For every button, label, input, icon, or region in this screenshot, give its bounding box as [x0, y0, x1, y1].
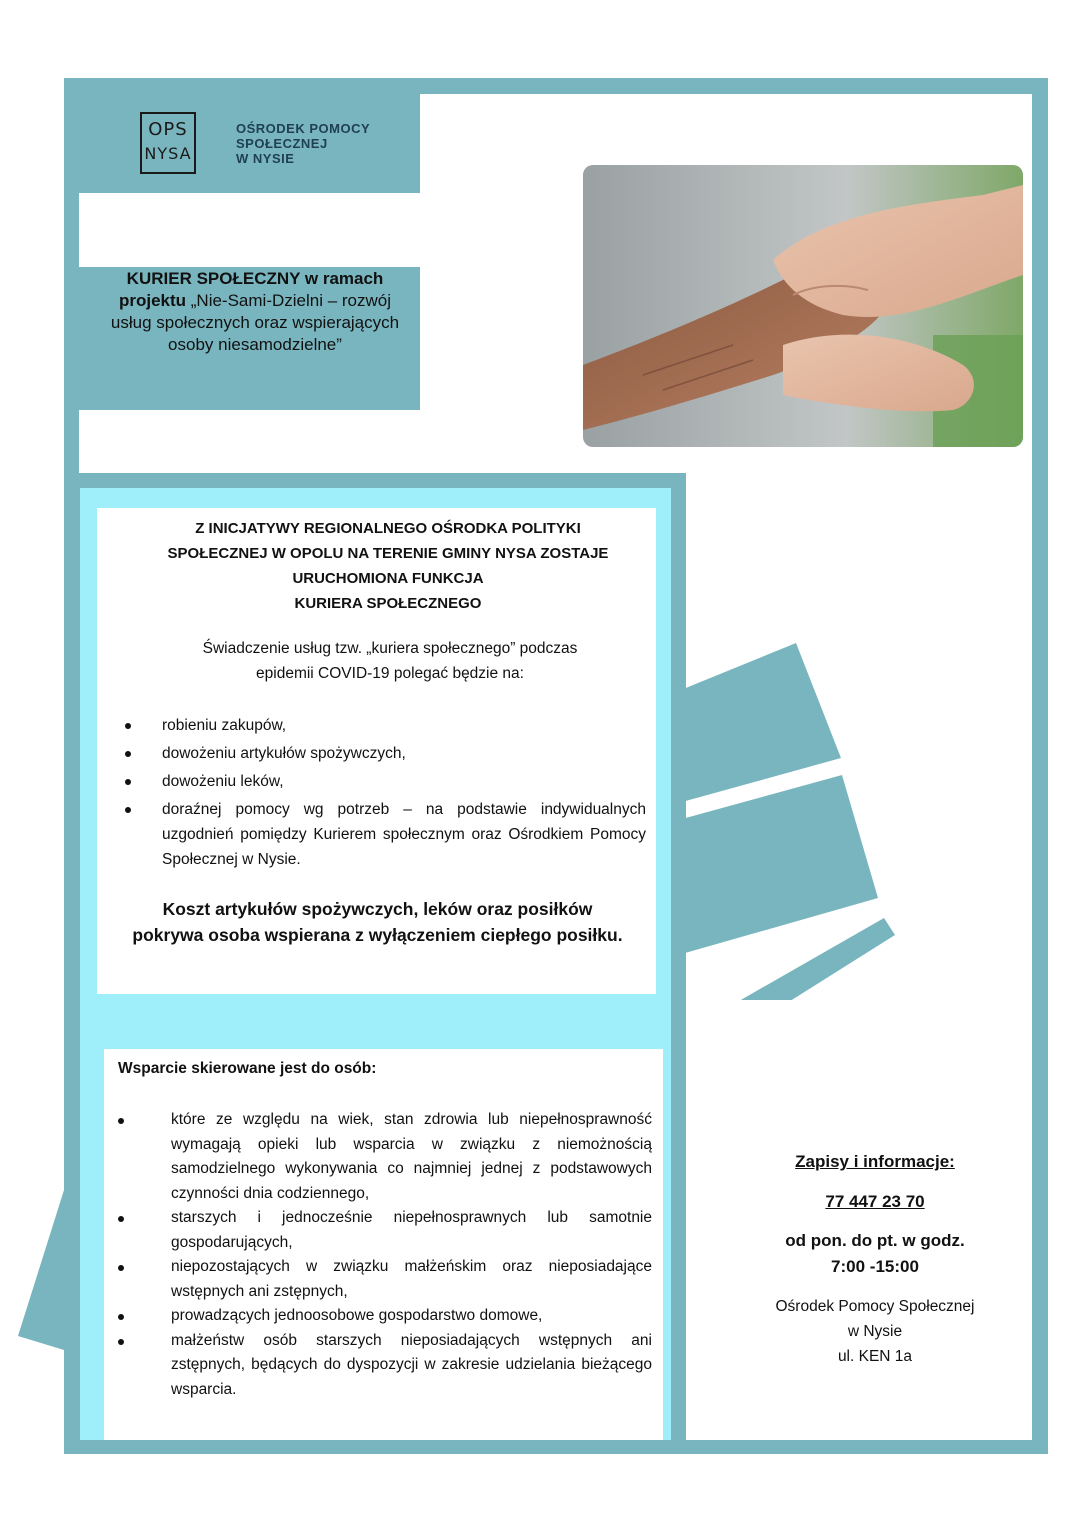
initiative-intro	[150, 636, 630, 686]
contact-hours-line2: 7:00 -15:00	[831, 1257, 919, 1276]
contact-address-line2: w Nysie	[847, 1323, 903, 1340]
bullet-icon	[125, 723, 131, 729]
support-heading: Wsparcie skierowane jest do osób:	[118, 1060, 377, 1077]
logo-org-line2: SPOŁECZNEJ	[236, 136, 328, 151]
cost-note	[100, 896, 655, 948]
support-list	[115, 1108, 652, 1402]
initiative-intro-line2: epidemii COVID-19 polegać będzie na:	[256, 665, 524, 682]
bullet-icon	[125, 751, 131, 757]
contact-phone[interactable]: 77 447 23 70	[825, 1192, 925, 1211]
logo-org-line3: W NYSIE	[236, 151, 295, 166]
project-name: „Nie-Sami-Dzielni – rozwój usług społecznych oraz wspierających osoby niesamodzielne”	[110, 291, 400, 354]
list-item: niepozostających w związku małżeńskim oraz nieposiadające wstępnych ani zstępnych,	[115, 1255, 652, 1304]
services-list	[122, 713, 646, 875]
logo-mark-bottom: NYSA	[144, 144, 192, 163]
list-item: dowożeniu leków,	[122, 769, 646, 794]
contact-title: Zapisy i informacje:	[795, 1152, 955, 1171]
initiative-heading-line2: SPOŁECZNEJ W OPOLU NA TERENIE GMINY NYSA ZOSTAJE	[167, 545, 609, 562]
contact-hours	[745, 1228, 1005, 1280]
project-header	[100, 268, 410, 356]
bullet-icon	[125, 779, 131, 785]
cost-note-line2: pokrywa osoba wspierana z wyłączeniem ciepłego posiłku.	[132, 925, 623, 945]
bullet-icon	[118, 1265, 124, 1271]
left-wedge	[18, 1190, 64, 1350]
list-item: starszych i jednocześnie niepełnosprawnych lub samotnie gospodarujących,	[115, 1206, 652, 1255]
initiative-heading-line3: URUCHOMIONA FUNKCJA	[292, 570, 484, 587]
contact-address	[745, 1294, 1005, 1369]
logo-org-line1: OŚRODEK POMOCY	[236, 121, 371, 136]
list-item: robieniu zakupów,	[122, 713, 646, 738]
contact-hours-line1: od pon. do pt. w godz.	[785, 1231, 965, 1250]
list-item: prowadzących jednoosobowe gospodarstwo domowe,	[115, 1304, 652, 1329]
list-item: dowożeniu artykułów spożywczych,	[122, 741, 646, 766]
project-title-bold: KURIER SPOŁECZNY w ramach	[126, 269, 384, 288]
white-panel-left	[79, 193, 420, 267]
logo-org-name	[236, 121, 370, 166]
bullet-icon	[118, 1118, 124, 1124]
list-item: doraźnej pomocy wg potrzeb – na podstawie indywidualnych uzgodnień pomiędzy Kurierem społecznym oraz Ośrodkiem Pomocy Społecznej w Nysie.	[122, 797, 646, 872]
bullet-icon	[118, 1339, 124, 1345]
white-panel-left-low	[79, 410, 420, 473]
cost-note-line1: Koszt artykułów spożywczych, leków oraz posiłków	[162, 899, 593, 919]
hands-photo	[583, 165, 1023, 447]
bullet-icon	[118, 1216, 124, 1222]
initiative-heading-line1: Z INICJATYWY REGIONALNEGO OŚRODKA POLITYKI	[195, 520, 581, 537]
contact-address-line1: Ośrodek Pomocy Społecznej	[775, 1298, 975, 1315]
list-item: które ze względu na wiek, stan zdrowia lub niepełnosprawność wymagają opieki lub wsparcia w związku z niemożnością samodzielnego wykonywania co najmniej jednej z podstawowych czynności dnia codziennego,	[115, 1108, 652, 1206]
bullet-icon	[118, 1314, 124, 1320]
contact-block	[745, 1150, 1005, 1369]
initiative-heading-line4: KURIERA SPOŁECZNEGO	[294, 595, 482, 612]
ops-logo-mark	[140, 112, 196, 174]
contact-address-line3: ul. KEN 1a	[837, 1348, 913, 1365]
list-item: małżeństw osób starszych nieposiadających wstępnych ani zstępnych, będących do dyspozycji w zakresie udzielania bieżącego wsparcia.	[115, 1329, 652, 1403]
initiative-heading	[128, 516, 648, 616]
logo-mark-top: OPS	[148, 119, 188, 140]
bullet-icon	[125, 807, 131, 813]
project-label-bold: projektu	[118, 291, 187, 310]
initiative-intro-line1: Świadczenie usług tzw. „kuriera społecznego” podczas	[202, 640, 578, 657]
